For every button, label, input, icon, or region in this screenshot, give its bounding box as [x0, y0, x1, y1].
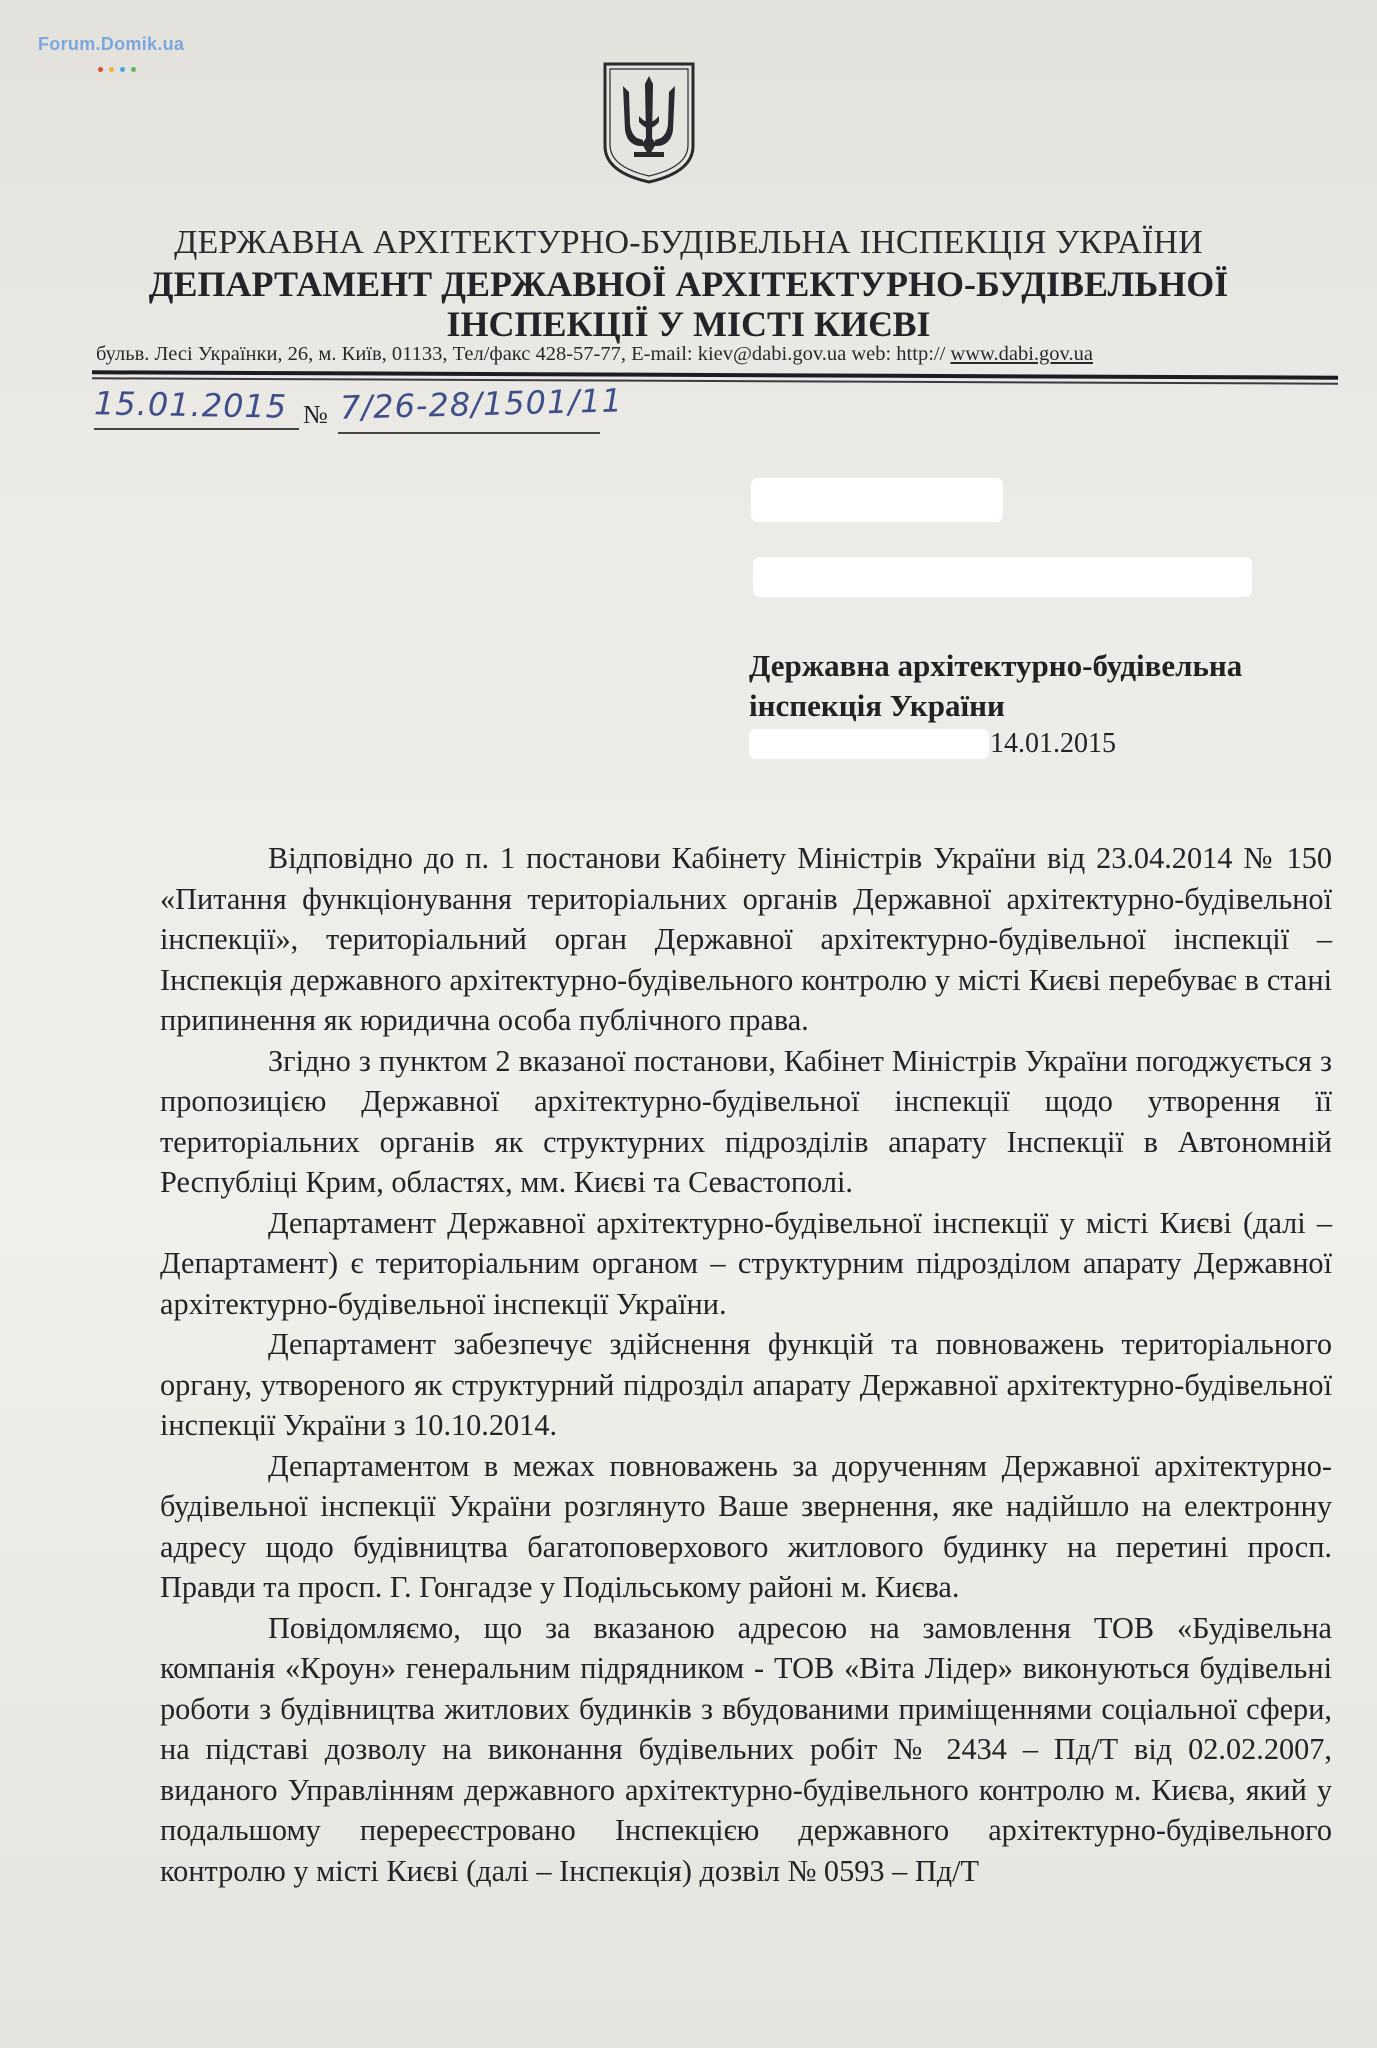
watermark-dot [98, 67, 103, 72]
watermark-dot [109, 67, 114, 72]
trident-emblem-icon [599, 60, 699, 186]
contact-address: бульв. Лесі Українки, 26, м. Київ, 01133, Тел/факс 428-57-77, E-mail: kiev@dabi.gov.ua web: http:// [96, 343, 951, 365]
watermark-logo: Forum.Domik.ua [38, 34, 185, 54]
number-underline [338, 432, 600, 434]
number-sign: № [303, 400, 328, 429]
watermark-dots [98, 59, 168, 65]
website-link[interactable]: www.dabi.gov.ua [950, 343, 1093, 365]
department-title-line2: ІНСПЕКЦІЇ У МІСТІ КИЄВІ [446, 304, 931, 344]
contact-line [96, 343, 1336, 366]
addressee-line2: інспекція України [749, 688, 1005, 723]
body-paragraph: Департаментом в межах повноважень за дорученням Державної архітектурно-будівельної інспекції України розглянуто Ваше звернення, яке надійшло на електронну адресу щодо будівництва багатоповерхового житлового будинку на перетині просп. Правди та просп. Г. Гонгадзе у Подільському районі м. Києва. [160, 1448, 1332, 1604]
body-paragraph: Відповідно до п. 1 постанови Кабінету Міністрів України від 23.04.2014 № 150 «Питання функціонування територіальних органів Державної архітектурно-будівельної інспекції», територіальний орган Державної архітектурно-будівельної інспекції – Інспекція державного архітектурно-будівельного контролю у місті Києві перебуває в стані припинення як юридична особа публічного права. [160, 841, 1332, 1037]
department-title-line1: ДЕПАРТАМЕНТ ДЕРЖАВНОЇ АРХІТЕКТУРНО-БУДІВЕЛЬНОЇ [148, 264, 1229, 304]
body-paragraph: Повідомляємо, що за вказаною адресою на замовлення ТОВ «Будівельна компанія «Кроун» генеральним підрядником - ТОВ «Віта Лідер» виконуються будівельні роботи з будівництва житлових будинків з вбудованими приміщеннями соціальної сфери, на підставі дозволу на виконання будівельних робіт № 2434 – Пд/Т від 02.02.2007, виданого Управлінням державного архітектурно-будівельного контролю м. Києва, який у подальшому перереєстровано Інспекцією державного архітектурно-будівельного контролю у місті Києві (далі – Інспекція) дозвіл № 0593 – Пд/Т [160, 1610, 1332, 1888]
redacted-recipient-name [751, 478, 1003, 522]
addressee-line1: Державна архітектурно-будівельна [749, 648, 1243, 683]
redacted-reference [749, 729, 989, 759]
outgoing-date: 15.01.2015 [93, 384, 288, 426]
letter-body [160, 838, 1332, 1891]
watermark-dot [131, 67, 136, 72]
agency-title: ДЕРЖАВНА АРХІТЕКТУРНО-БУДІВЕЛЬНА ІНСПЕКЦІЯ УКРАЇНИ [174, 224, 1203, 261]
body-paragraph: Департамент Державної архітектурно-будівельної інспекції у місті Києві (далі – Департамент) є територіальним органом – структурним підрозділом апарату Державної архітектурно-будівельної інспекції України. [160, 1205, 1332, 1321]
body-paragraph: Департамент забезпечує здійснення функцій та повноважень територіального органу, утвореного як структурний підрозділ апарату Державної архітектурно-будівельної інспекції України з 10.10.2014. [160, 1327, 1332, 1442]
date-underline [94, 428, 299, 430]
redacted-recipient-address [753, 557, 1252, 597]
body-paragraph: Згідно з пунктом 2 вказаної постанови, Кабінет Міністрів України погоджується з пропозицією Державної архітектурно-будівельної інспекції щодо утворення її територіальних органів як структурних підрозділів апарату Інспекції в Автономній Республіці Крим, областях, мм. Києві та Севастополі. [160, 1043, 1332, 1199]
outgoing-number: 7/26-28/1501/11 [339, 381, 624, 427]
watermark-dot [120, 67, 125, 72]
reference-date: 14.01.2015 [990, 728, 1116, 759]
